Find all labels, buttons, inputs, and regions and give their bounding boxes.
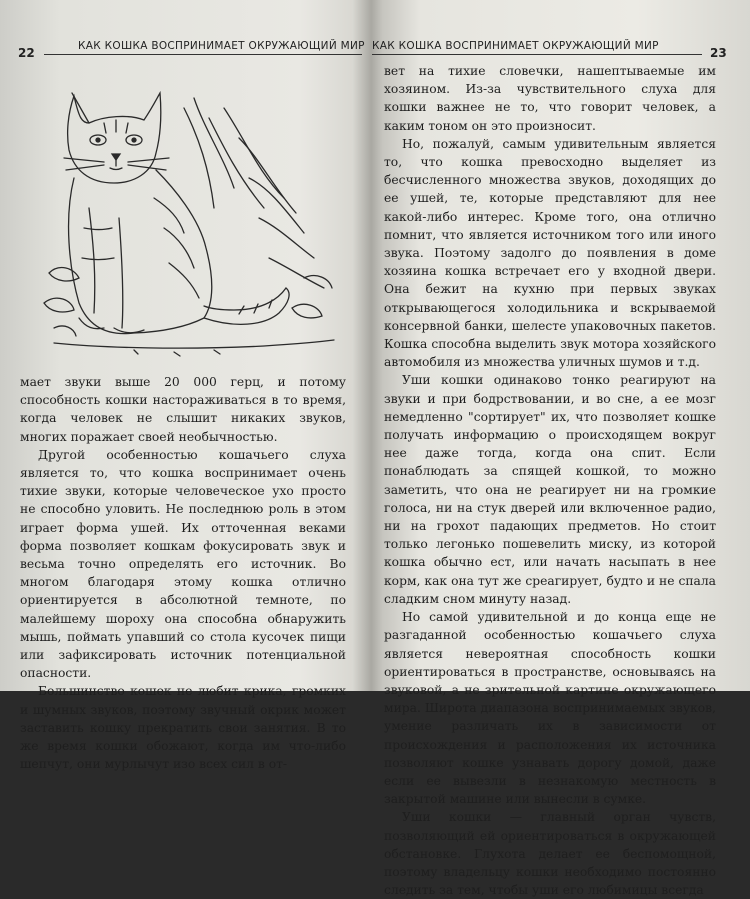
paragraph: мает звуки выше 20 000 герц, и потому способность кошки настораживаться в то время, когда человек не слышит никаких звуков, многих поражает своей необычностью.: [20, 375, 346, 444]
right-page: [372, 0, 750, 898]
page-number: 22: [18, 46, 35, 60]
paragraph: вет на тихие словечки, нашептываемые им хозяином. Из-за чувствительного слуха для кошки важнее не то, что говорит человек, а каким тоном он это произносит.: [384, 64, 716, 133]
running-head: КАК КОШКА ВОСПРИНИМАЕТ ОКРУЖАЮЩИЙ МИР: [78, 40, 365, 52]
cat-illustration: [34, 78, 346, 360]
header-rule: [372, 54, 702, 55]
paragraph: Но, пожалуй, самым удивительным является то, что кошка превосходно выделяет из бесчисленного множества звуков, доходящих до ее ушей, те, которые представляют для нее какой-либо интерес. Кроме того, она отлично помнит, что является источником того или иного звука. Поэтому задолго до появления в доме хозяина кошка встречает его у входной двери. Она бежит на кухню при первых звуках открывающегося холодильника и вскрываемой консервной банки, шелесте упаковочных пакетов. Кошка способна выделить звук мотора хозяйского автомобиля из множества уличных шумов и т.д.: [384, 136, 716, 370]
page-number: 23: [710, 46, 727, 60]
left-text-block: [20, 373, 346, 773]
paragraph: Уши кошки — главный орган чувств, позволяющий ей ориентироваться в окружающей обстановке. Глухота делает ее беспомощной, поэтому владельцу кошки необходимо постоянно следить за тем, чтобы уши его любимицы всегда: [384, 810, 716, 898]
paragraph: Но самой удивительной и до конца еще не разгаданной особенностью кошачьего слуха является невероятная способность кошки ориентироваться в пространстве, основываясь на звуковой, а не зрительной картине окружающего мира. Широта диапазона воспринимаемых звуков, умение различать их в зависимости от происхождения и расположения их источника позволяют кошке узнавать дорогу домой, даже если ее вывезли в незнакомую местность в закрытой машине или вынесли в сумке.: [384, 610, 716, 807]
header-rule: [44, 54, 362, 55]
paragraph: Большинство кошек не любит крика, громких и шумных звуков, поэтому звучный окрик может заставить кошку прекратить свои занятия. В то же время кошки обожают, когда им что-либо шепчут, они мурлычут изо всех сил в от-: [20, 684, 346, 772]
right-text-block: [384, 62, 716, 899]
running-head: КАК КОШКА ВОСПРИНИМАЕТ ОКРУЖАЮЩИЙ МИР: [372, 40, 659, 52]
left-page: [0, 0, 368, 772]
paragraph: Уши кошки одинаково тонко реагируют на звуки и при бодрствовании, и во сне, а ее мозг немедленно "сортирует" их, что позволяет кошке получать информацию о происходящем вокруг нее даже тогда, когда она спит. Если понаблюдать за спящей кошкой, то можно заметить, что она не реагирует ни на громкие голоса, ни на стук дверей или включенное радио, ни на грохот падающих предметов. Но стоит только легонько пошевелить миску, из которой кошка обычно ест, или начать насыпать в нее корм, как она тут же среагирует, будто и не спала сладким сном минуту назад.: [384, 373, 716, 606]
paragraph: Другой особенностью кошачьего слуха является то, что кошка воспринимает очень тихие звуки, которые человеческое ухо просто не способно уловить. Не последнюю роль в этом играет форма ушей. Их отточенная веками форма позволяет кошкам фокусировать звук и весьма точно определять его источник. Во многом благодаря этому кошка отлично ориентируется в абсолютной темноте, по малейшему шороху она способна обнаружить мышь, поймать упавший со стола кусочек пищи или зафиксировать источник потенциальной опасности.: [20, 447, 346, 681]
